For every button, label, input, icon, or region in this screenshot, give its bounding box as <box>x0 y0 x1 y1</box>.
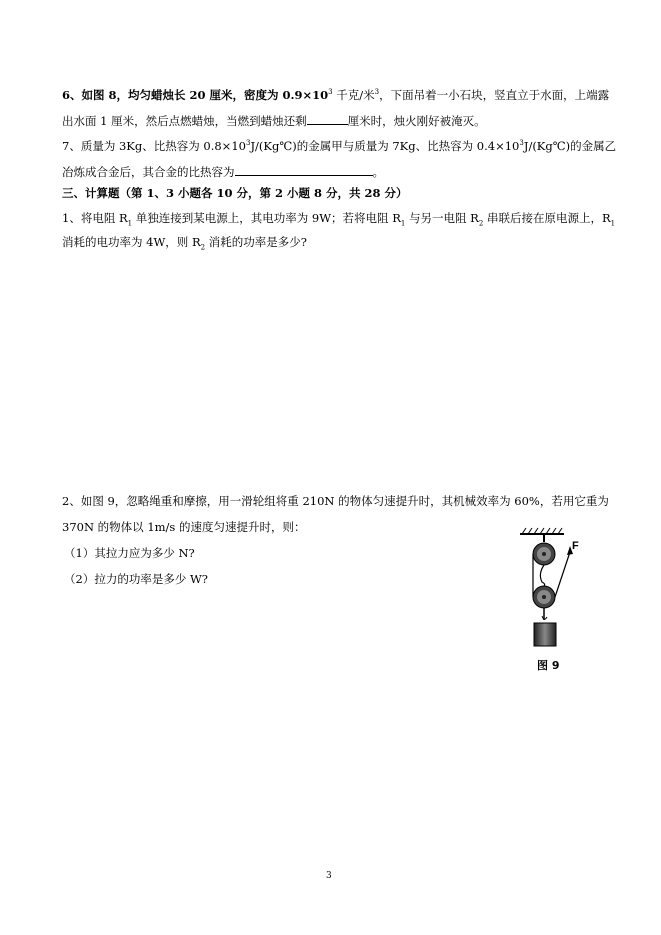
figure-9-caption: 图 9 <box>537 659 560 672</box>
c1-line2-sub: 2 <box>200 243 206 252</box>
weight-block <box>534 623 556 646</box>
q7-text-b: J/(Kg℃)的金属甲与质量为 7Kg、比热容为 0.4×10 <box>250 139 520 153</box>
q6-text-b: 千克/米 <box>332 88 375 102</box>
force-label: F <box>572 540 579 552</box>
c1-line-2 <box>62 235 307 252</box>
q6-text-c: ，下面吊着一小石块，竖直立于水面，上端露 <box>379 88 610 102</box>
c2-subquestion-2: （2）拉力的功率是多少 W? <box>64 572 208 586</box>
c1-sub-2: 1 <box>400 219 406 228</box>
q7-sup-1: 3 <box>245 139 251 148</box>
c1-text-d: 串联后接在原电源上，R <box>483 211 611 225</box>
c1-line-1 <box>62 211 616 228</box>
c1-text-c: 与另一电阻 R <box>405 211 479 225</box>
c2-line-1: 2、如图 9，忽略绳重和摩擦，用一滑轮组将重 210N 的物体匀速提升时，其机械效率为 60%，若用它重为 <box>62 494 609 508</box>
q7-text-c: J/(Kg℃)的金属乙 <box>523 139 617 153</box>
q6-line2-text-b: 厘米时，烛火刚好被淹灭。 <box>347 114 486 128</box>
q7-sup-2: 3 <box>519 139 524 148</box>
q6-sup-2: 3 <box>374 88 380 97</box>
q6-line-1 <box>62 88 609 102</box>
rope-middle <box>540 565 544 586</box>
q7-line2-text-b: 。 <box>372 165 384 179</box>
q6-line-2 <box>62 113 486 128</box>
c1-text-a: 1、将电阻 R <box>62 211 128 225</box>
page-number: 3 <box>326 871 332 881</box>
q6-text-a: 6、如图 8，均匀蜡烛长 20 厘米，密度为 0.9×10 <box>62 88 329 102</box>
c1-line2-text-b: 消耗的功率是多少? <box>205 235 307 249</box>
q7-line2-text-a: 冶炼成合金后，其合金的比热容为 <box>62 165 235 179</box>
c1-sub-3: 2 <box>478 219 484 228</box>
c1-text-b: 单独连接到某电源上，其电功率为 9W；若将电阻 R <box>132 211 401 225</box>
c1-sub-1: 1 <box>127 219 133 228</box>
q6-sup-1: 3 <box>328 88 333 97</box>
c2-line-2: 370N 的物体以 1m/s 的速度匀速提升时，则： <box>62 520 306 534</box>
q7-text-a: 7、质量为 3Kg、比热容为 0.8×10 <box>62 139 246 153</box>
q6-answer-blank[interactable] <box>307 113 348 125</box>
pulley-figure <box>512 524 592 654</box>
q7-line-1 <box>62 139 616 153</box>
c1-sub-4: 1 <box>610 219 616 228</box>
q6-line2-text-a: 出水面 1 厘米，然后点燃蜡烛，当燃到蜡烛还剩 <box>62 114 307 128</box>
c1-line2-text-a: 消耗的电功率为 4W，则 R <box>62 235 201 249</box>
c2-subquestion-1: （1）其拉力应为多少 N? <box>64 546 195 560</box>
q7-line-2 <box>62 164 384 179</box>
rope-pull <box>555 552 570 597</box>
q7-answer-blank[interactable] <box>235 164 373 176</box>
section-3-heading: 三、计算题（第 1、3 小题各 10 分，第 2 小题 8 分，共 28 分） <box>62 186 408 200</box>
